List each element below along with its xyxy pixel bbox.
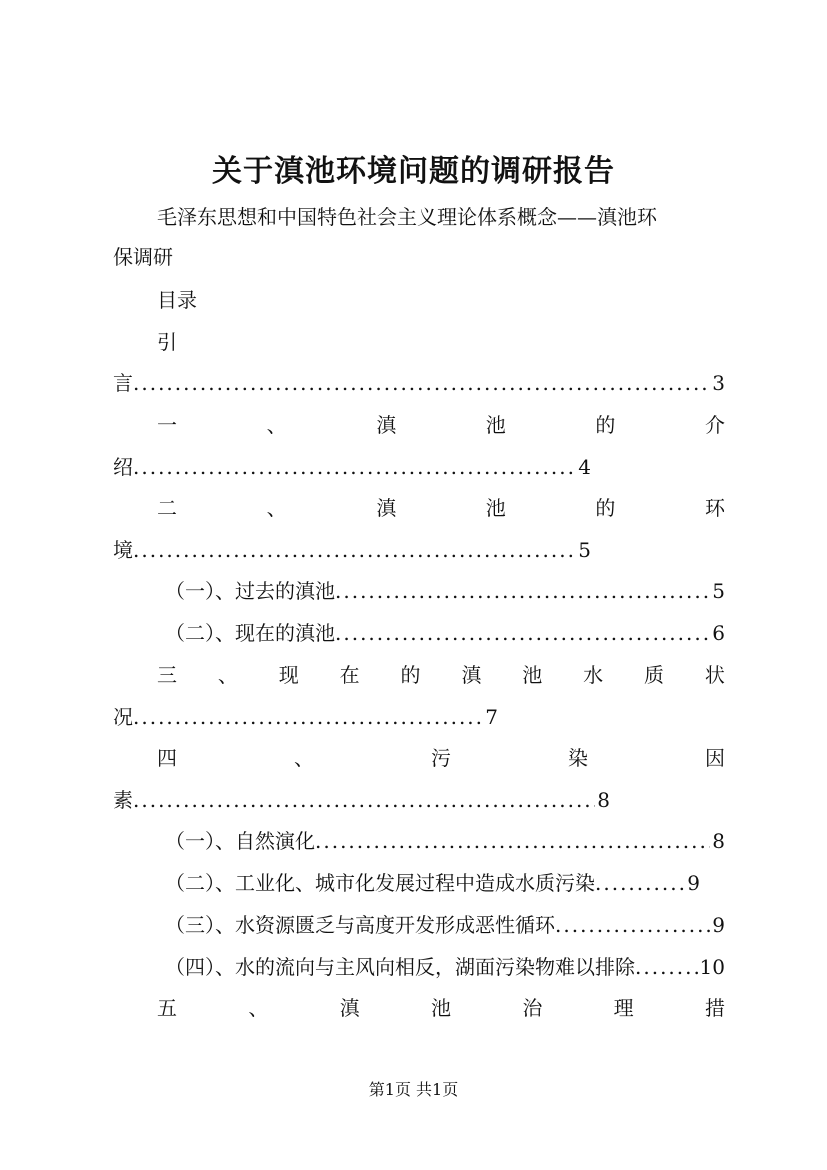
toc-entry-section-4-leader [113, 787, 610, 813]
toc-char: 滇 [376, 496, 397, 520]
subtitle-line: 毛泽东思想和中国特色社会主义理论体系概念——滇池环 [157, 205, 657, 229]
toc-char: 的 [595, 413, 616, 437]
toc-text: 况 [113, 705, 133, 729]
toc-char: 的 [595, 496, 616, 520]
toc-char: 、 [294, 746, 314, 770]
dot-leader [635, 954, 698, 980]
toc-page-number: 9 [687, 871, 700, 895]
toc-char: 五 [157, 996, 177, 1020]
toc-entry-intro-leader [113, 370, 725, 396]
toc-page-number: 5 [712, 579, 725, 603]
toc-page-number: 3 [712, 371, 725, 395]
toc-char: 质 [644, 663, 664, 687]
toc-page-number: 5 [578, 538, 591, 562]
dot-leader [133, 787, 595, 813]
subtitle-line: 保调研 [113, 245, 173, 269]
dot-leader [315, 828, 710, 854]
toc-char: 的 [400, 663, 421, 687]
toc-entry-4-2 [165, 870, 700, 896]
toc-page-number: 6 [712, 621, 725, 645]
toc-page-number: 8 [597, 788, 610, 812]
toc-entry-section-1 [157, 412, 725, 438]
toc-char: 在 [339, 663, 360, 687]
dot-leader [133, 454, 576, 480]
toc-char: 池 [522, 663, 543, 687]
dot-leader [555, 912, 710, 938]
toc-char: 措 [704, 996, 725, 1020]
toc-entry-section-3-leader [113, 704, 498, 730]
toc-char: 理 [613, 996, 634, 1020]
toc-page-number: 4 [578, 455, 591, 479]
toc-char: 、 [248, 996, 269, 1020]
toc-text: 境 [113, 538, 133, 562]
toc-char: 现 [278, 663, 299, 687]
toc-char: 水 [583, 663, 604, 687]
toc-entry-section-3 [157, 662, 725, 688]
toc-text: 素 [113, 788, 133, 812]
dot-leader [133, 370, 710, 396]
toc-entry-4-4 [165, 954, 725, 980]
toc-char: 介 [704, 413, 725, 437]
dot-leader [595, 870, 685, 896]
dot-leader [133, 537, 576, 563]
toc-char: 四 [157, 746, 177, 770]
toc-char: 治 [522, 996, 543, 1020]
toc-char: 滇 [461, 663, 482, 687]
toc-char: 、 [266, 496, 287, 520]
toc-text: （二）、现在的滇池 [165, 621, 335, 645]
toc-entry-section-2-leader [113, 537, 591, 563]
page-footer: 第1页 共1页 [368, 1080, 459, 1099]
toc-entry-2-2 [165, 620, 725, 646]
toc-entry-section-4 [157, 745, 725, 771]
toc-page-number: 10 [699, 955, 725, 979]
toc-text: （一）、过去的滇池 [165, 579, 335, 603]
dot-leader [335, 620, 710, 646]
toc-text: （四）、水的流向与主风向相反，湖面污染物难以排除 [165, 955, 635, 979]
toc-char: 污 [431, 746, 451, 770]
toc-char: 染 [568, 746, 588, 770]
toc-char: 三 [157, 663, 177, 687]
toc-text: （二）、工业化、城市化发展过程中造成水质污染 [165, 871, 595, 895]
toc-char: 滇 [339, 996, 360, 1020]
toc-char: 一 [157, 413, 177, 437]
toc-text: （一）、自然演化 [165, 829, 315, 853]
toc-char: 因 [705, 746, 725, 770]
toc-char: 池 [485, 413, 506, 437]
toc-char: 状 [704, 663, 725, 687]
toc-char: 滇 [376, 413, 397, 437]
toc-text: （三）、水资源匮乏与高度开发形成恶性循环 [165, 913, 555, 937]
dot-leader [133, 704, 483, 730]
toc-char: 二 [157, 496, 177, 520]
toc-char: 、 [217, 663, 238, 687]
toc-page-number: 7 [485, 705, 498, 729]
toc-char: 、 [266, 413, 287, 437]
toc-entry-section-1-leader [113, 454, 591, 480]
toc-char: 池 [430, 996, 451, 1020]
toc-entry-intro: 引 [157, 330, 177, 354]
toc-entry-section-5 [157, 995, 725, 1021]
toc-page-number: 9 [712, 913, 725, 937]
toc-heading: 目录 [157, 288, 197, 312]
toc-entry-2-1 [165, 578, 725, 604]
toc-entry-section-2 [157, 495, 725, 521]
toc-entry-4-1 [165, 828, 725, 854]
toc-page-number: 8 [712, 829, 725, 853]
toc-char: 环 [704, 496, 725, 520]
toc-text: 言 [113, 371, 133, 395]
toc-char: 池 [485, 496, 506, 520]
toc-text: 绍 [113, 455, 133, 479]
document-title: 关于滇池环境问题的调研报告 [212, 154, 615, 189]
toc-entry-4-3 [165, 912, 725, 938]
dot-leader [335, 578, 710, 604]
